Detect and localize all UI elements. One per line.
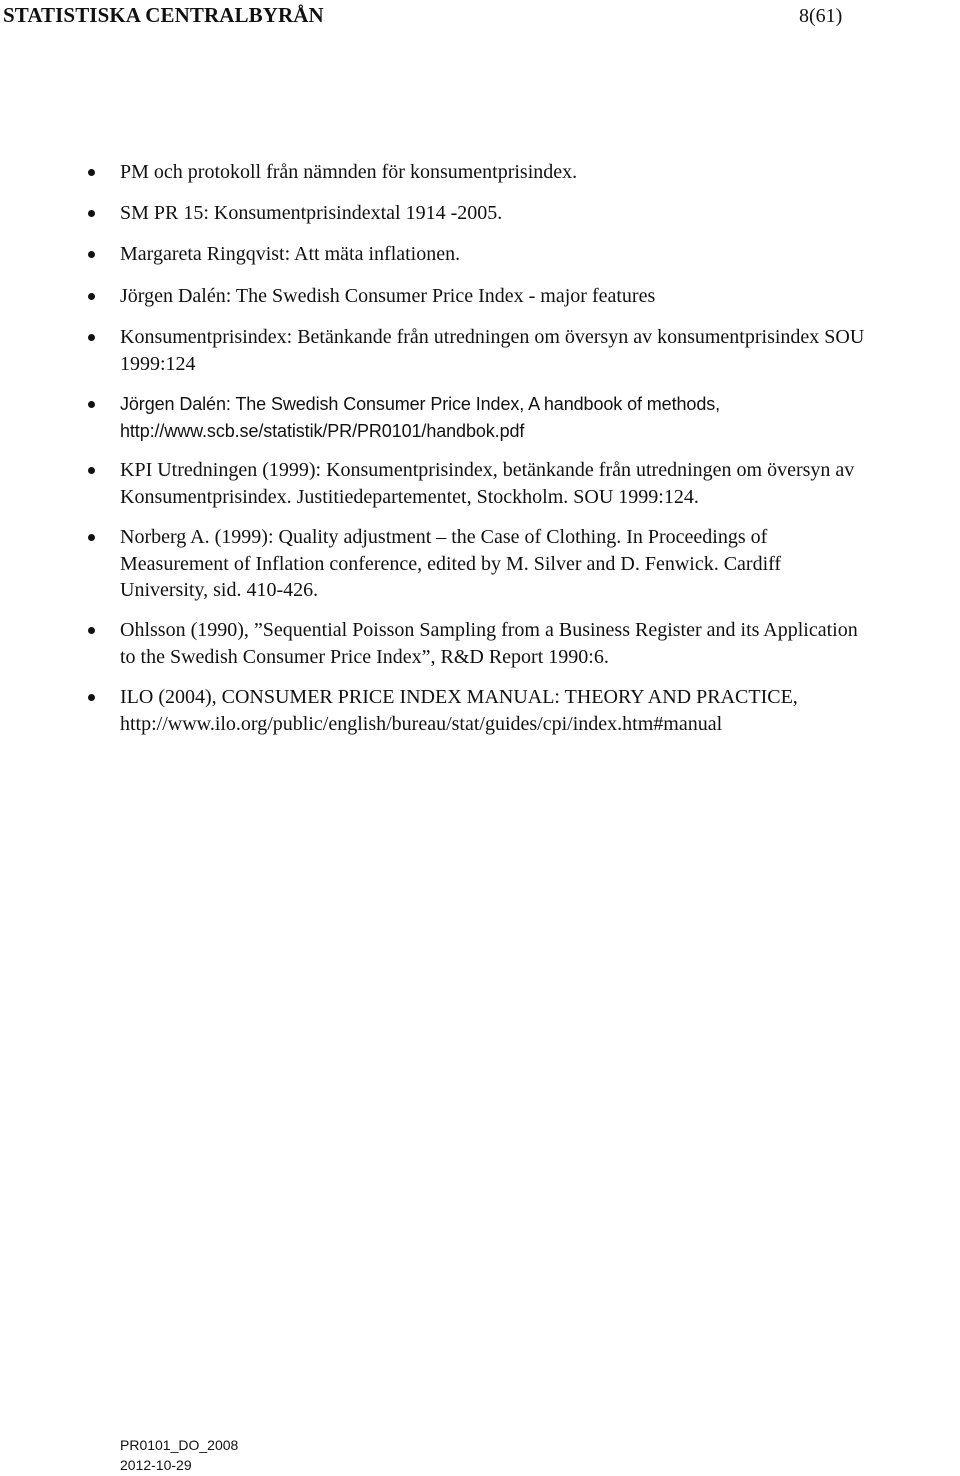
reference-text: Ohlsson (1990), ”Sequential Poisson Sampling from a Business Register and its Application [120, 619, 858, 641]
reference-item [120, 457, 956, 510]
reference-text: Konsumentprisindex. Justitiedepartementet, Stockholm. SOU 1999:124. [120, 485, 699, 508]
reference-item [120, 159, 956, 186]
reference-text: SM PR 15: Konsumentprisindextal 1914 -2005. [120, 202, 503, 224]
bullet-icon [88, 694, 95, 701]
bullet-icon [88, 467, 95, 474]
reference-item [120, 524, 956, 604]
reference-text: KPI Utredningen (1999): Konsumentprisindex, betänkande från utredningen om översyn av [120, 459, 855, 481]
reference-item [120, 283, 956, 310]
reference-text: Measurement of Inflation conference, edited by M. Silver and D. Fenwick. Cardiff [120, 552, 782, 575]
reference-text: Norberg A. (1999): Quality adjustment – the Case of Clothing. In Proceedings of [120, 526, 768, 548]
reference-item [120, 241, 956, 268]
reference-item [120, 391, 956, 444]
reference-text: PM och protokoll från nämnden för konsumentprisindex. [120, 161, 578, 183]
organization-name: STATISTISKA CENTRALBYRÅN [3, 3, 324, 27]
reference-text: ILO (2004), CONSUMER PRICE INDEX MANUAL: THEORY AND PRACTICE, [120, 686, 798, 708]
reference-text: University, sid. 410-426. [120, 579, 319, 601]
document-date: 2012-10-29 [120, 1457, 192, 1473]
reference-text: 1999:124 [120, 352, 196, 375]
bullet-icon [88, 401, 95, 408]
document-code: PR0101_DO_2008 [120, 1437, 239, 1453]
bullet-icon [88, 251, 95, 258]
bullet-icon [88, 293, 95, 300]
bullet-icon [88, 627, 95, 634]
bullet-icon [88, 334, 95, 341]
bullet-icon [88, 210, 95, 217]
bullet-icon [88, 534, 95, 541]
reference-item [120, 324, 956, 377]
reference-text: Margareta Ringqvist: Att mäta inflationen. [120, 243, 461, 265]
reference-item [120, 200, 956, 227]
reference-text: to the Swedish Consumer Price Index”, R&D Report 1990:6. [120, 645, 609, 668]
reference-link[interactable]: http://www.scb.se/statistik/PR/PR0101/handbok.pdf [120, 420, 525, 441]
reference-item [120, 617, 956, 670]
reference-item [120, 684, 956, 737]
reference-text: Jörgen Dalén: The Swedish Consumer Price Index - major features [120, 285, 656, 307]
reference-text: Jörgen Dalén: The Swedish Consumer Price Index, A handbook of methods, [120, 394, 721, 414]
reference-text: Konsumentprisindex: Betänkande från utredningen om översyn av konsumentprisindex SOU [120, 326, 865, 348]
reference-link[interactable]: http://www.ilo.org/public/english/bureau/stat/guides/cpi/index.htm#manual [120, 712, 723, 735]
bullet-icon [88, 169, 95, 176]
page-number: 8(61) [799, 5, 843, 27]
